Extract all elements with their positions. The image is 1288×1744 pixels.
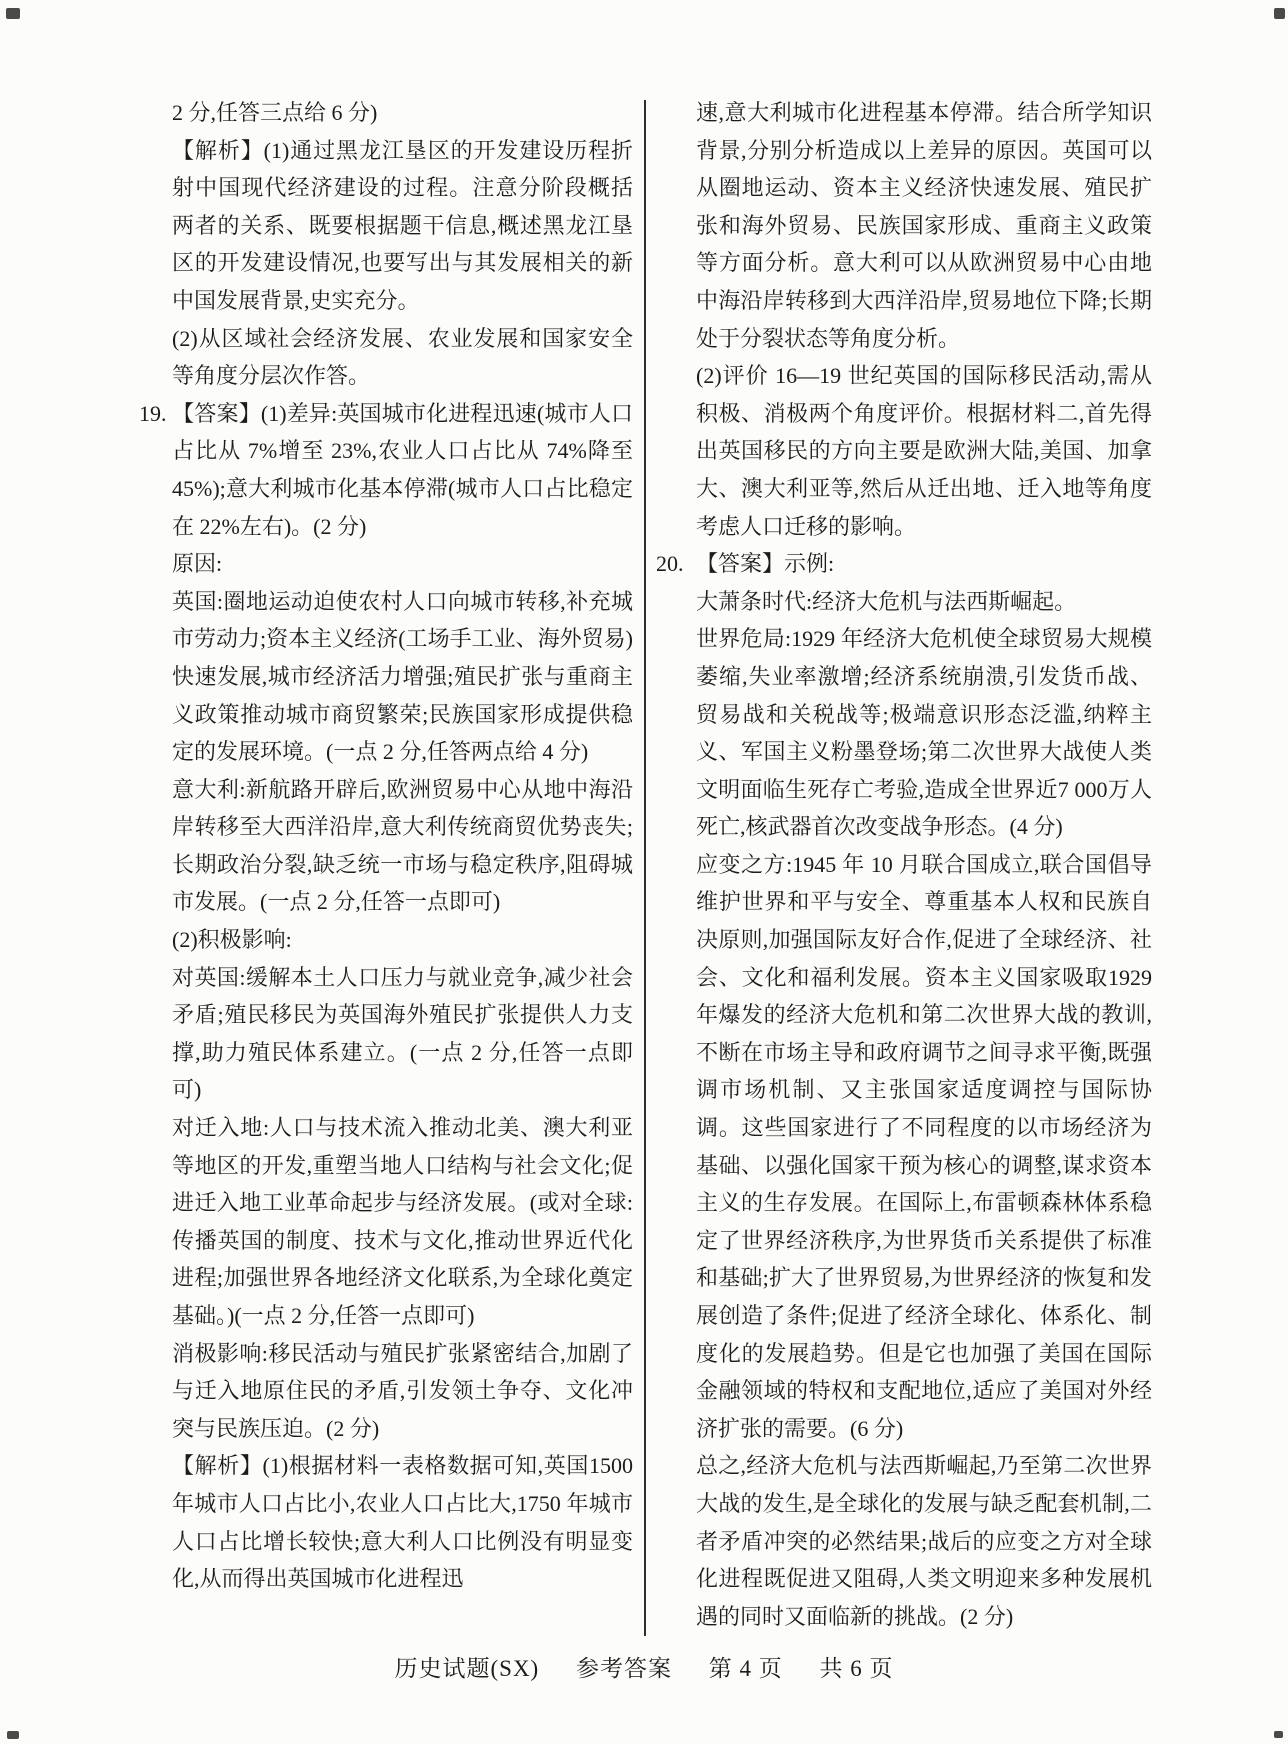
answer-paragraph xyxy=(139,583,633,771)
paragraph-text: 原因: xyxy=(172,551,223,577)
paragraph-text: 应变之方:1945 年 10 月联合国成立,联合国倡导维护世界和平与安全、尊重基本人权和民族自决原则,加强国际友好合作,促进了全球经济、社会、文化和福利发展。资本主义国家吸取1929 年爆发的经济大危机和第二次世界大战的教训,不断在市场主导和政府调节之间寻求平衡,既强调市场机制、又主张国家适度调控与国际协调。这些国家进行了不同程度的以市场经济为基础、以强化国家干预为核心的调整,谋求资本主义的生存发展。在国际上,布雷顿森林体系稳定了世界经济秩序,为世界货币关系提供了标准和基础;扩大了世界贸易,为世界经济的恢复和发展创造了条件;促进了经济全球化、体系化、制度化的发展趋势。但是它也加强了美国在国际金融领域的特权和支配地位,适应了美国对外经济扩张的需要。(6 分) xyxy=(696,851,1152,1441)
column-divider xyxy=(644,100,646,1636)
answer-paragraph xyxy=(656,357,1152,545)
paragraph-text: (2)评价 16—19 世纪英国的国际移民活动,需从积极、消极两个角度评价。根据材料二,首先得出英国移民的方向主要是欧洲大陆,美国、加拿大、澳大利亚等,然后从迁出地、迁入地等角度考虑人口迁移的影响。 xyxy=(696,363,1152,539)
paragraph-text: 英国:圈地运动迫使农村人口向城市转移,补充城市劳动力;资本主义经济(工场手工业、海外贸易)快速发展,城市经济活力增强;殖民扩张与重商主义政策推动城市商贸繁荣;民族国家形成提供稳定的发展环境。(一点 2 分,任答两点给 4 分) xyxy=(172,588,633,765)
right-column xyxy=(656,94,1152,1635)
paragraph-text: 【解析】(1)根据材料一表格数据可知,英国1500 年城市人口占比小,农业人口占比大,1750 年城市人口占比增长较快;意大利人口比例没有明显变化,从而得出英国城市化进程迅 xyxy=(172,1453,633,1592)
answer-paragraph xyxy=(139,1109,633,1335)
footer-page-number: 第 4 页 xyxy=(708,1656,783,1681)
answer-paragraph xyxy=(139,959,633,1109)
answer-paragraph xyxy=(656,1447,1152,1635)
answer-paragraph xyxy=(656,846,1152,1448)
answer-paragraph xyxy=(656,583,1152,621)
answer-paragraph xyxy=(139,545,633,583)
page-footer xyxy=(0,1650,1288,1683)
answer-paragraph xyxy=(139,320,633,395)
paragraph-text: 【答案】(1)差异:英国城市化进程迅速(城市人口占比从 7%增至 23%,农业人口占比从 74%降至 45%);意大利城市化基本停滞(城市人口占比稳定在 22%左右)。(2 分) xyxy=(172,400,633,539)
answer-paragraph xyxy=(656,94,1152,357)
paragraph-text: 对迁入地:人口与技术流入推动北美、澳大利亚等地区的开发,重塑当地人口结构与社会文化;促进迁入地工业革命起步与经济发展。(或对全球:传播英国的制度、技术与文化,推动世界近代化进程;加强世界各地经济文化联系,为全球化奠定基础。)(一点 2 分,任答一点即可) xyxy=(172,1115,633,1328)
answer-paragraph xyxy=(656,620,1152,846)
numbered-answer-paragraph xyxy=(656,545,1152,583)
paragraph-text: 消极影响:移民活动与殖民扩张紧密结合,加剧了与迁入地原住民的矛盾,引发领土争夺、文化冲突与民族压迫。(2 分) xyxy=(172,1340,633,1441)
question-number: 20. xyxy=(656,551,684,577)
scan-artifact xyxy=(1274,8,1285,19)
paragraph-text: 2 分,任答三点给 6 分) xyxy=(172,100,378,125)
paragraph-text: 速,意大利城市化进程基本停滞。结合所学知识背景,分别分析造成以上差异的原因。英国可以从圈地运动、资本主义经济快速发展、殖民扩张和海外贸易、民族国家形成、重商主义政策等方面分析。意大利可以从欧洲贸易中心由地中海沿岸转移到大西洋沿岸,贸易地位下降;长期处于分裂状态等角度分析。 xyxy=(696,100,1152,351)
answer-paragraph xyxy=(139,94,633,132)
paragraph-text: 大萧条时代:经济大危机与法西斯崛起。 xyxy=(696,588,1077,614)
scan-artifact xyxy=(7,1731,19,1739)
paragraph-text: (2)积极影响: xyxy=(172,927,292,953)
answer-paragraph xyxy=(139,771,633,921)
answer-paragraph xyxy=(139,1335,633,1448)
answer-paragraph xyxy=(139,132,633,320)
left-column xyxy=(139,94,633,1598)
paragraph-text: (2)从区域社会经济发展、农业发展和国家安全等角度分层次作答。 xyxy=(172,325,633,389)
paragraph-text: 总之,经济大危机与法西斯崛起,乃至第二次世界大战的发生,是全球化的发展与缺乏配套机制,二者矛盾冲突的必然结果;战后的应变之方对全球化进程既促进又阻碍,人类文明迎来多种发展机遇的同时又面临新的挑战。(2 分) xyxy=(696,1453,1152,1629)
paragraph-text: 【解析】(1)通过黑龙江垦区的开发建设历程折射中国现代经济建设的过程。注意分阶段概括两者的关系、既要根据题干信息,概述黑龙江垦区的开发建设情况,也要写出与其发展相关的新中国发展背景,史实充分。 xyxy=(172,137,633,313)
footer-page-total: 共 6 页 xyxy=(819,1656,894,1681)
paragraph-text: 对英国:缓解本土人口压力与就业竞争,减少社会矛盾;殖民移民为英国海外殖民扩张提供人力支撑,助力殖民体系建立。(一点 2 分,任答一点即可) xyxy=(172,964,633,1103)
scan-artifact xyxy=(1274,1731,1283,1738)
answer-paragraph xyxy=(139,1447,633,1597)
paragraph-text: 【答案】示例: xyxy=(696,551,835,577)
footer-doc-title: 历史试题(SX) xyxy=(394,1656,540,1681)
footer-section-label: 参考答案 xyxy=(575,1656,672,1681)
paragraph-text: 意大利:新航路开辟后,欧洲贸易中心从地中海沿岸转移至大西洋沿岸,意大利传统商贸优势丧失;长期政治分裂,缺乏统一市场与稳定秩序,阻碍城市发展。(一点 2 分,任答一点即可) xyxy=(172,776,633,915)
paragraph-text: 世界危局:1929 年经济大危机使全球贸易大规模萎缩,失业率激增;经济系统崩溃,引发货币战、贸易战和关税战等;极端意识形态泛滥,纳粹主义、军国主义粉墨登场;第二次世界大战使人类文明面临生死存亡考验,造成全世界近7 000万人死亡,核武器首次改变战争形态。(4 分) xyxy=(696,626,1152,840)
answer-paragraph xyxy=(139,921,633,959)
question-number: 19. xyxy=(139,400,167,426)
scan-artifact xyxy=(6,8,20,19)
numbered-answer-paragraph xyxy=(139,395,633,545)
